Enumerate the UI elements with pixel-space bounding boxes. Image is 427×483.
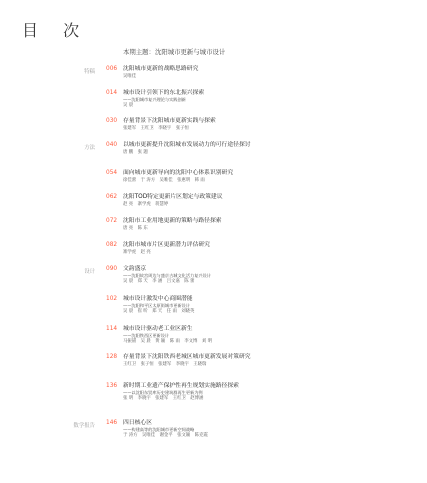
article-title: 城市设计引领下的东北振兴探索 (123, 90, 205, 96)
article-title: 存量背景下沈阳城市更新实践与探索 (123, 118, 216, 124)
article-title: 沈阳城市更新的战略思路研究 (123, 66, 199, 72)
article-subtitle: ——沈阳铁西区更新设计 (123, 333, 170, 338)
page-number: 114 (106, 326, 118, 332)
article-subtitle: ——沈阳城市复兴理论与实践创新 (123, 97, 186, 102)
article-title: 存量背景下沈阳铁西老城区城市更新发展对策研究 (123, 354, 251, 360)
page-number: 090 (106, 266, 118, 272)
article-authors: 吴 晨 郑 天 李 涵 吕文嘉 陈 蕾 (123, 278, 195, 284)
section-label: 数学报告 (73, 423, 95, 429)
entry-body (123, 142, 413, 155)
page-number: 040 (106, 142, 118, 148)
entry-body (123, 118, 413, 131)
page-number: 006 (106, 66, 118, 72)
entry-body (123, 66, 413, 79)
article-authors: 于 涛方 吴唯佳 谢金平 张文颖 陈克霞 (123, 432, 208, 438)
article-authors: 唐 鹏 张 题 (123, 149, 148, 155)
article-authors: 吴 晨 (123, 102, 134, 108)
article-authors: 唐 亮 陈 东 (123, 225, 148, 231)
article-title: 沈阳市工业用地更新的策略与路径探索 (123, 218, 222, 224)
entry-body (123, 296, 413, 314)
page-number: 128 (106, 354, 118, 360)
entry-body (123, 266, 413, 284)
entry-body (123, 218, 413, 231)
article-authors: 张 明 李晓宇 张建军 王红卫 赵博涵 (123, 395, 204, 401)
page-number: 136 (106, 383, 118, 389)
issue-theme: 本期主题：沈阳城市更新与城市设计 (123, 48, 226, 56)
article-title: 文韵盛京 (123, 266, 147, 272)
article-title: 沈阳市城市片区更新潜力评估研究 (123, 242, 210, 248)
entry-body (123, 420, 413, 438)
article-subtitle: ——沈阳故宫周边与盛京古城文化活力复兴设计 (123, 273, 211, 278)
article-title: 城市设计激发中心商圈潜能 (123, 296, 193, 302)
article-authors: 马振锚 吴 晨 黄 颖 陈 雨 李文博 刘 明 (123, 338, 213, 344)
section-label: 特稿 (84, 69, 95, 75)
article-subtitle: ——沈阳和平区太原街城市更新设计 (123, 303, 191, 308)
article-subtitle: ——以沈阳东贸库历史建筑群再生更新为例 (123, 390, 203, 395)
article-authors: 张建军 王红卫 李晓宇 张子恒 (123, 125, 189, 131)
article-authors: 吴唯佳 (123, 73, 137, 79)
article-title: 新时期工业遗产保护性再生规划实施路径探索 (123, 383, 239, 389)
article-title: 沈阳TOD特定更新片区划定与政策建议 (123, 194, 223, 200)
page-number: 082 (106, 242, 118, 248)
section-label: 方法 (84, 145, 95, 151)
article-title: 四日核心区 (123, 420, 152, 426)
article-authors: 徐佳蕾 于 涛方 吴唯佳 张惠明 韩 雨 (123, 177, 205, 183)
page-number: 030 (106, 118, 118, 124)
article-authors: 寨学虎 赵 亮 (123, 249, 151, 255)
page-title: 目 次 (22, 21, 90, 40)
article-subtitle: ——构建高等的沈阳城市更新空间战略 (123, 427, 195, 432)
article-title: 以城市更新提升沈阳城市发展动力的可行途径探讨 (123, 142, 251, 148)
entry-body (123, 242, 413, 255)
article-title: 城市设计驱动老工业区新生 (123, 326, 193, 332)
page-number: 102 (106, 296, 118, 302)
article-authors: 赵 亮 寨学虎 蒋慧婷 (123, 201, 169, 207)
entry-body (123, 326, 413, 344)
article-authors: 吴 晨 崔 昕 郑 天 任 雨 刘晓英 (123, 308, 195, 314)
article-authors: 王红卫 张子恒 张建军 李晓宇 王晓瑞 (123, 361, 207, 367)
article-title: 面向城市更新导向的沈阳中心体系识别研究 (123, 170, 234, 176)
entry-body (123, 354, 413, 367)
section-label: 设计 (84, 269, 95, 275)
page-number: 054 (106, 170, 118, 176)
entry-body (123, 170, 413, 183)
entry-body (123, 194, 413, 207)
page-number: 146 (106, 420, 118, 426)
page-number: 072 (106, 218, 118, 224)
page-number: 014 (106, 90, 118, 96)
page-number: 062 (106, 194, 118, 200)
entry-body (123, 90, 413, 108)
entry-body (123, 383, 413, 401)
